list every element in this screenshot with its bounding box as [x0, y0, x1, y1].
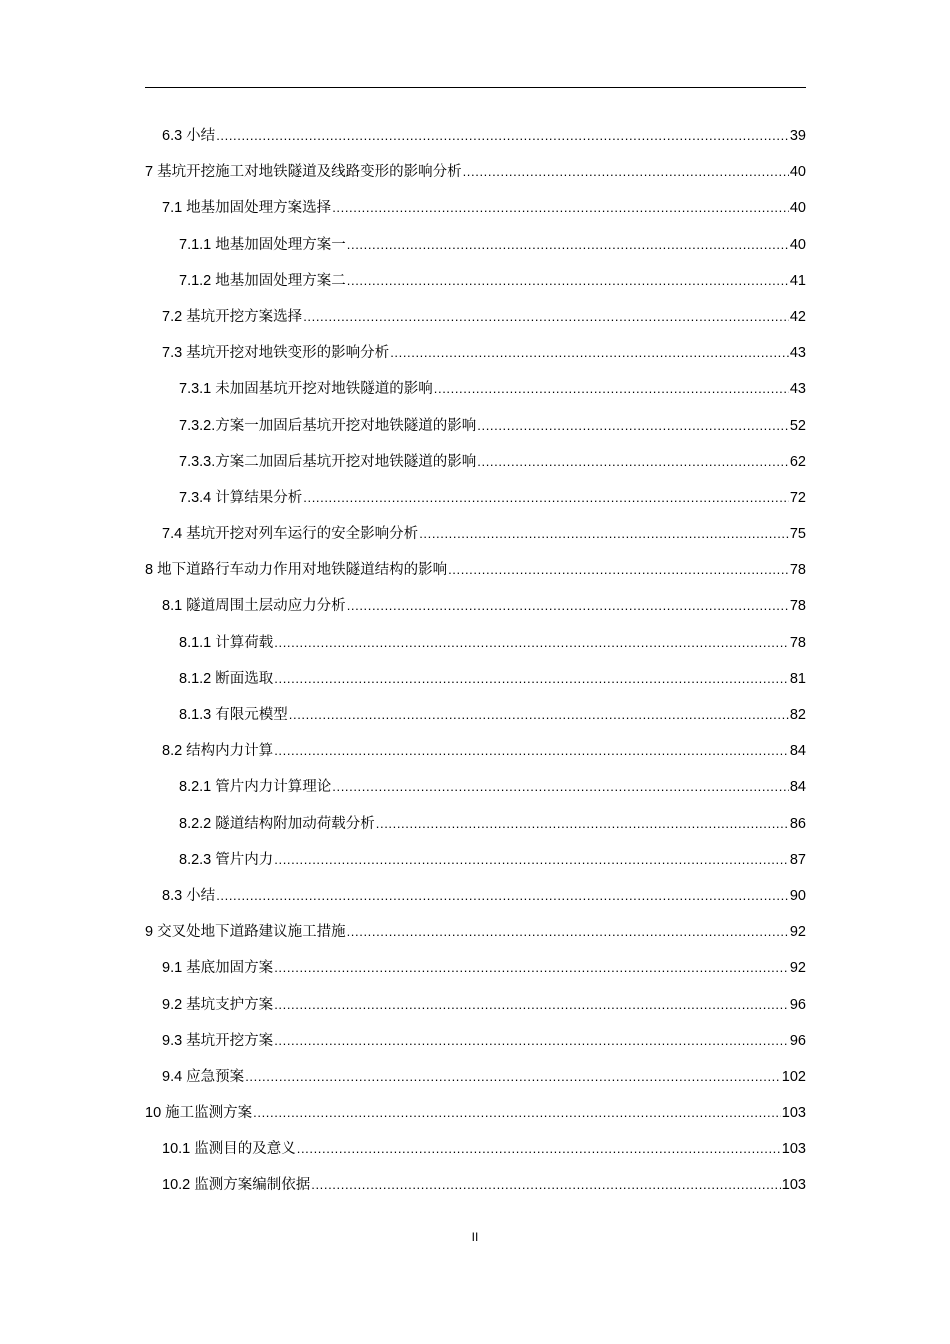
toc-entry-title: 7.2 基坑开挖方案选择 — [162, 308, 303, 325]
toc-entry-page: 43 — [789, 345, 806, 362]
dot-leader — [347, 227, 789, 263]
toc-entry[interactable] — [145, 950, 806, 986]
toc-entry-title: 7.4 基坑开挖对列车运行的安全影响分析 — [162, 526, 419, 543]
dot-leader — [274, 733, 789, 769]
toc-entry-page: 78 — [789, 598, 806, 615]
toc-entry-title: 8.1.3 有限元模型 — [179, 707, 288, 723]
toc-entry-title: 7.1.2 地基加固处理方案二 — [179, 272, 346, 289]
toc-entry-page: 62 — [789, 453, 806, 470]
dot-leader — [245, 1059, 781, 1095]
toc-entry[interactable] — [145, 335, 806, 371]
toc-entry[interactable] — [145, 480, 806, 516]
toc-entry-title: 7.3.1 未加固基坑开挖对地铁隧道的影响 — [179, 381, 433, 398]
toc-entry-title: 8.2.1 管片内力计算理论 — [179, 779, 332, 796]
toc-entry-page: 81 — [789, 670, 806, 687]
toc-entry-page: 40 — [789, 164, 806, 181]
dot-leader — [347, 914, 789, 950]
toc-entry-page: 43 — [789, 381, 806, 398]
toc-entry[interactable] — [145, 299, 806, 335]
toc-entry-page: 84 — [789, 743, 806, 760]
toc-entry[interactable] — [145, 552, 806, 588]
dot-leader — [274, 1023, 789, 1059]
toc-entry[interactable] — [145, 444, 806, 480]
dot-leader — [274, 950, 789, 986]
toc-entry-page: 92 — [789, 924, 806, 941]
toc-entry-title: 7.3.4 计算结果分析 — [179, 489, 303, 506]
toc-entry-title: 9.3 基坑开挖方案 — [162, 1032, 274, 1049]
toc-entry-page: 40 — [789, 200, 806, 217]
toc-entry[interactable] — [145, 408, 806, 444]
toc-entry-page: 84 — [789, 779, 806, 796]
toc-entry-page: 103 — [781, 1177, 806, 1194]
toc-entry-title: 9.2 基坑支护方案 — [162, 996, 274, 1013]
toc-entry-title: 9.4 应急预案 — [162, 1068, 245, 1085]
toc-entry-title: 9.1 基底加固方案 — [162, 960, 274, 977]
toc-entry[interactable] — [145, 878, 806, 914]
toc-entry-page: 78 — [789, 562, 806, 579]
dot-leader — [303, 299, 789, 335]
toc-entry-page: 52 — [789, 417, 806, 434]
toc-entry-page: 82 — [789, 707, 806, 723]
toc-entry-title: 7.3.2.方案一加固后基坑开挖对地铁隧道的影响 — [179, 417, 477, 434]
toc-entry-page: 90 — [789, 887, 806, 904]
toc-entry[interactable] — [145, 371, 806, 407]
toc-entry[interactable] — [145, 914, 806, 950]
toc-entry-title: 10.1 监测目的及意义 — [162, 1141, 296, 1158]
toc-entry-page: 40 — [789, 236, 806, 253]
toc-entry-title: 8.2 结构内力计算 — [162, 743, 274, 760]
dot-leader — [477, 444, 789, 480]
toc-entry-title: 8.1.2 断面选取 — [179, 670, 274, 687]
toc-entry[interactable] — [145, 588, 806, 624]
dot-leader — [376, 806, 789, 842]
toc-entry[interactable] — [145, 227, 806, 263]
dot-leader — [347, 263, 789, 299]
toc-entry-page: 102 — [781, 1068, 806, 1085]
dot-leader — [216, 118, 789, 154]
toc-entry[interactable] — [145, 118, 806, 154]
toc-entry-title: 8.2.2 隧道结构附加动荷载分析 — [179, 815, 375, 832]
toc-entry-page: 96 — [789, 1032, 806, 1049]
toc-entry-title: 7 基坑开挖施工对地铁隧道及线路变形的影响分析 — [145, 164, 462, 181]
toc-entry[interactable] — [145, 806, 806, 842]
dot-leader — [274, 987, 789, 1023]
dot-leader — [347, 588, 789, 624]
toc-entry-page: 86 — [789, 815, 806, 832]
dot-leader — [332, 769, 789, 805]
toc-entry-title: 8.1 隧道周围土层动应力分析 — [162, 598, 346, 615]
dot-leader — [303, 480, 789, 516]
dot-leader — [477, 408, 789, 444]
toc-entry-title: 8.2.3 管片内力 — [179, 851, 274, 868]
dot-leader — [332, 190, 789, 226]
page-number: II — [471, 1230, 479, 1244]
toc-entry-title: 7.1.1 地基加固处理方案一 — [179, 236, 346, 253]
header-rule — [145, 87, 806, 88]
toc-entry-page: 41 — [789, 272, 806, 289]
toc-entry-page: 87 — [789, 851, 806, 868]
toc-entry[interactable] — [145, 842, 806, 878]
toc-entry-title: 8 地下道路行车动力作用对地铁隧道结构的影响 — [145, 562, 448, 579]
toc-entry[interactable] — [145, 661, 806, 697]
toc-entry-title: 9 交叉处地下道路建议施工措施 — [145, 924, 346, 941]
toc-entry[interactable] — [145, 733, 806, 769]
toc-entry-title: 7.3.3.方案二加固后基坑开挖对地铁隧道的影响 — [179, 453, 477, 470]
toc-entry-title: 8.1.1 计算荷载 — [179, 634, 274, 651]
toc-entry-page: 42 — [789, 308, 806, 325]
toc-entry[interactable] — [145, 154, 806, 190]
dot-leader — [274, 661, 789, 697]
dot-leader — [448, 552, 789, 588]
dot-leader — [216, 878, 789, 914]
toc-entry[interactable] — [145, 263, 806, 299]
toc-entry[interactable] — [145, 190, 806, 226]
dot-leader — [390, 335, 789, 371]
dot-leader — [253, 1095, 781, 1131]
toc-entry[interactable] — [145, 769, 806, 805]
toc-entry-page: 103 — [781, 1105, 806, 1122]
toc-entry[interactable] — [145, 516, 806, 552]
toc-entry-title: 7.3 基坑开挖对地铁变形的影响分析 — [162, 345, 390, 362]
toc-entry-page: 78 — [789, 634, 806, 651]
toc-entry[interactable] — [145, 1131, 806, 1167]
dot-leader — [274, 625, 789, 661]
toc-entry-page: 92 — [789, 960, 806, 977]
toc-entry-title: 7.1 地基加固处理方案选择 — [162, 200, 332, 217]
toc-entry-title: 10 施工监测方案 — [145, 1105, 253, 1122]
dot-leader — [434, 371, 789, 407]
toc-entry-title: 10.2 监测方案编制依据 — [162, 1177, 311, 1194]
dot-leader — [274, 842, 789, 878]
toc-entry-title: 8.3 小结 — [162, 887, 216, 904]
dot-leader — [311, 1167, 781, 1203]
toc-entry[interactable] — [145, 1167, 806, 1203]
toc-entry[interactable] — [145, 987, 806, 1023]
toc-entry[interactable] — [145, 625, 806, 661]
toc-entry-page: 96 — [789, 996, 806, 1013]
dot-leader — [463, 154, 789, 190]
toc-entry[interactable] — [145, 1095, 806, 1131]
toc-entry-page: 39 — [789, 128, 806, 144]
toc-entry-page: 75 — [789, 526, 806, 543]
table-of-contents — [145, 118, 806, 1204]
dot-leader — [297, 1131, 781, 1167]
toc-entry[interactable] — [145, 697, 806, 733]
toc-entry-page: 72 — [789, 489, 806, 506]
toc-entry[interactable] — [145, 1059, 806, 1095]
toc-entry-title: 6.3 小结 — [162, 128, 216, 144]
dot-leader — [289, 697, 789, 733]
toc-entry-page: 103 — [781, 1141, 806, 1158]
toc-entry[interactable] — [145, 1023, 806, 1059]
dot-leader — [419, 516, 789, 552]
